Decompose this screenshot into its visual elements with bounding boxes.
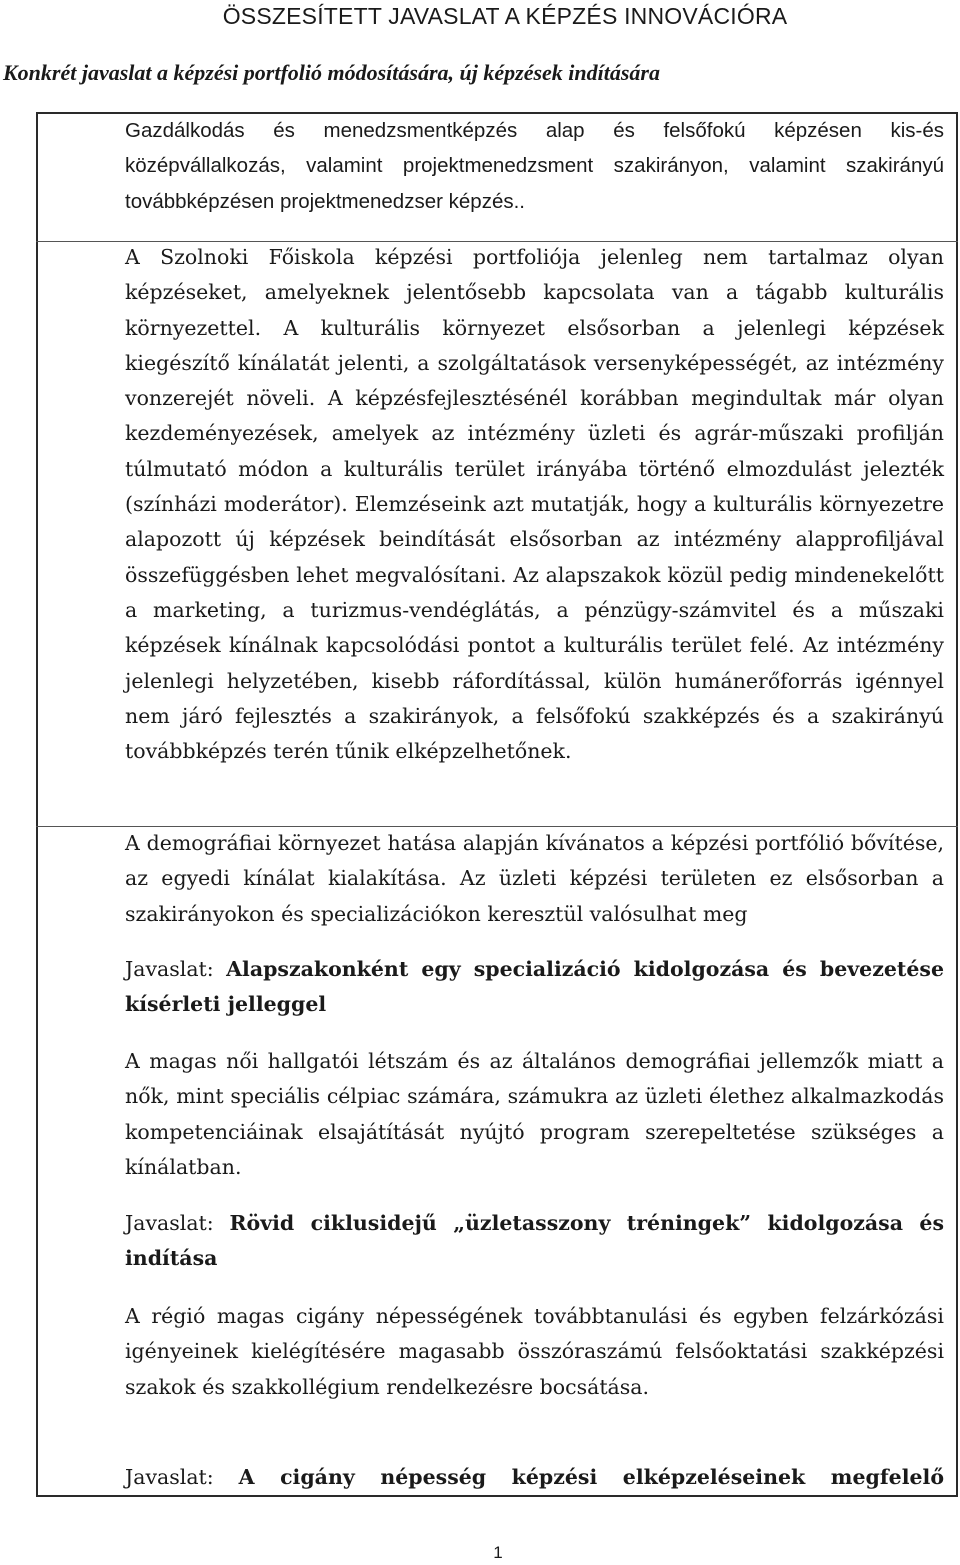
culture-paragraph: A Szolnoki Főiskola képzési portfoliója jelenleg nem tartalmaz olyan képzéseket, amelyeknek jelentősebb kapcsolata van a tágabb kulturális környezettel. A kulturális környezet elsősorban a jelenlegi képzések kiegészítő kínálatát jelenti, a szolgáltatások versenyképességét, az intézmény vonzerejét növeli. A képzésfejlesztésénél korábban megindultak már olyan kezdeményezések, amelyek az intézmény üzleti és agrár-műszaki profilján túlmutató módon a kulturális terület irányába történő elmozdulást jelezték (színházi moderátor). Elemzéseink azt mutatják, hogy a kulturális környezetre alapozott új képzések beindítását elsősorban az intézmény alapprofiljával összefüggésben lehet megvalósítani. Az alapszakok közül pedig mindenekelőtt a marketing, a turizmus-vendéglátás, a pénzügy-számvitel és a műszaki képzések kínálnak kapcsolódási pontot a kulturális terület felé. Az intézmény jelenlegi helyzetében, kisebb ráfordítással, külön humánerőforrás igénnyel nem járó fejlesztés a szakirányok, a felsőfokú szakképzés és a szakirányú továbbképzés terén tűnik elképzelhetőnek. (125, 245, 944, 764)
page-title: ÖSSZESÍTETT JAVASLAT A KÉPZÉS INNOVÁCIÓRA (222, 3, 788, 29)
proposal-label: Javaslat: (125, 1211, 230, 1235)
proposal-label: Javaslat: (125, 1465, 239, 1489)
proposal-label: Javaslat: (125, 957, 227, 981)
proposal-3 (125, 1460, 944, 1495)
proposal-text: Alapszakonként egy specializáció kidolgozása és bevezetése kísérleti jelleggel (125, 957, 944, 1017)
women-paragraph: A magas női hallgatói létszám és az általános demográfiai jellemzők miatt a nők, mint speciális célpiac számára, számukra az üzleti élethez alkalmazkodás kompetenciáinak elsajátítását nyújtó program szerepeltetése szükséges a kínálatban. (125, 1049, 944, 1179)
intro-text: Gazdálkodás és menedzsmentképzés alap és felsőfokú képzésen kis-és középvállalkozás, valamint projektmenedzsment szakirányon, valamint szakirányú továbbképzésen projektmenedzser képzés.. (125, 119, 944, 213)
page-subtitle: Konkrét javaslat a képzési portfolió módosítására, új képzések indítására (3, 60, 660, 85)
proposal-1 (125, 952, 944, 1023)
demographic-paragraph: A demográfiai környezet hatása alapján kívánatos a képzési portfólió bővítése, az egyedi kínálat kialakítása. Az üzleti képzési területen ez elsősorban a szakirányokon és specializációkon keresztül valósulhat meg (125, 831, 944, 926)
roma-paragraph: A régió magas cigány népességének továbbtanulási és egyben felzárkózási igényeinek kielégítésére magasabb összóraszámú felsőoktatási szakképzési szakok és szakkollégium rendelkezésre bocsátása. (125, 1304, 944, 1399)
proposal-text: Rövid ciklusidejű „üzletasszony tréningek” kidolgozása és indítása (125, 1211, 945, 1271)
page-number: 1 (493, 1543, 503, 1562)
proposal-2 (125, 1206, 944, 1277)
proposal-text: A cigány népesség képzési elképzeléseinek megfelelő (238, 1465, 945, 1489)
